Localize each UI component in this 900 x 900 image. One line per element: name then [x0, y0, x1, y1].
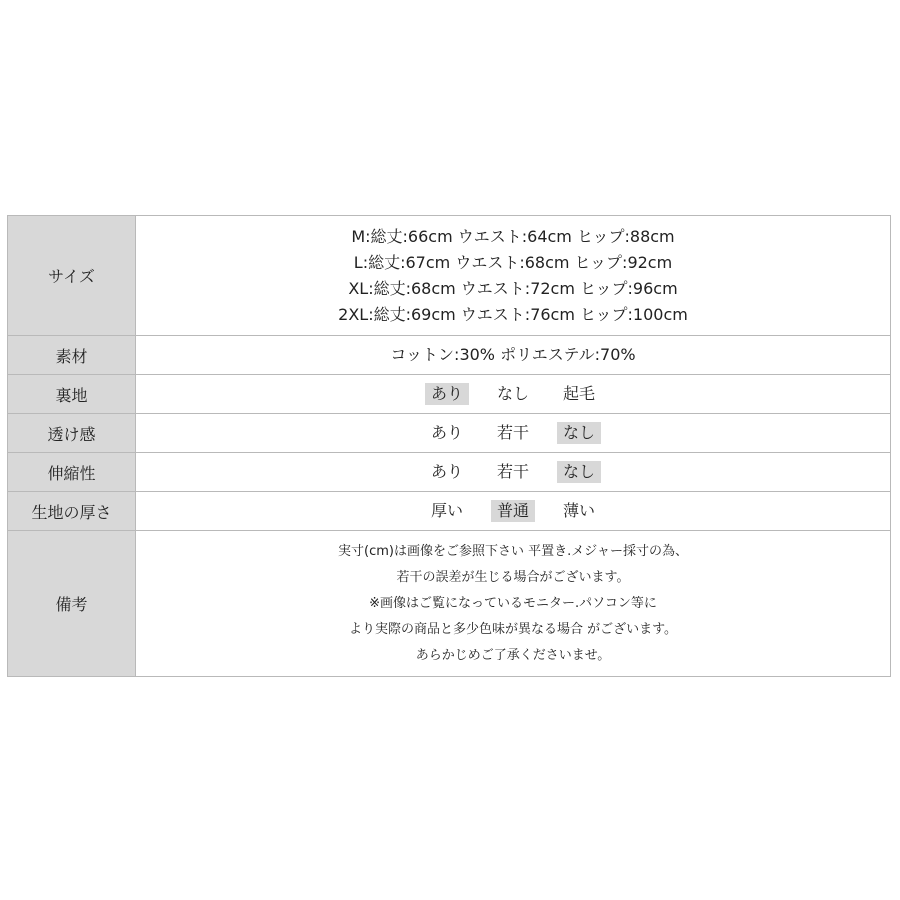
note-line: より実際の商品と多少色味が異なる場合 がございます。 — [348, 621, 678, 637]
lining-options — [136, 375, 891, 414]
thickness-label: 生地の厚さ — [8, 492, 136, 531]
size-line-m: M:総丈:66cm ウエスト:64cm ヒップ:88cm — [351, 226, 675, 246]
thickness-option-futsuu: 普通 — [491, 500, 535, 522]
stretch-options — [136, 453, 891, 492]
lining-option-kimou: 起毛 — [563, 384, 596, 403]
size-line-2xl: 2XL:総丈:69cm ウエスト:76cm ヒップ:100cm — [338, 304, 688, 324]
notes-row — [8, 531, 891, 677]
sheerness-row — [8, 414, 891, 453]
note-line: 実寸(cm)は画像をご参照下さい 平置き.メジャー採寸の為、 — [338, 543, 688, 559]
size-line-l: L:総丈:67cm ウエスト:68cm ヒップ:92cm — [353, 252, 673, 272]
size-line-xl: XL:総丈:68cm ウエスト:72cm ヒップ:96cm — [348, 278, 678, 298]
size-values — [136, 216, 891, 336]
stretch-option-nashi: なし — [557, 461, 601, 483]
material-value — [136, 336, 891, 375]
note-line: あらかじめご了承くださいませ。 — [415, 647, 611, 663]
size-label: サイズ — [8, 216, 136, 336]
lining-option-ari: あり — [425, 383, 469, 405]
material-row — [8, 336, 891, 375]
material-text: コットン:30% ポリエステル:70% — [390, 345, 636, 364]
stretch-option-ari: あり — [430, 462, 463, 481]
size-row — [8, 216, 891, 336]
sheerness-option-nashi: なし — [557, 422, 601, 444]
product-spec-table — [7, 215, 891, 677]
sheerness-options — [136, 414, 891, 453]
lining-option-nashi: なし — [496, 384, 529, 403]
material-label: 素材 — [8, 336, 136, 375]
stretch-label: 伸縮性 — [8, 453, 136, 492]
thickness-row — [8, 492, 891, 531]
stretch-row — [8, 453, 891, 492]
sheerness-option-jakkan: 若干 — [496, 423, 529, 442]
lining-label: 裏地 — [8, 375, 136, 414]
notes-label: 備考 — [8, 531, 136, 677]
notes-text — [136, 531, 891, 677]
sheerness-label: 透け感 — [8, 414, 136, 453]
sheerness-option-ari: あり — [430, 423, 463, 442]
stretch-option-jakkan: 若干 — [496, 462, 529, 481]
thickness-options — [136, 492, 891, 531]
note-line: ※画像はご覧になっているモニター.パソコン等に — [369, 595, 657, 611]
thickness-option-atsui: 厚い — [430, 501, 463, 520]
thickness-option-usui: 薄い — [563, 501, 596, 520]
lining-row — [8, 375, 891, 414]
note-line: 若干の誤差が生じる場合がございます。 — [396, 569, 630, 585]
